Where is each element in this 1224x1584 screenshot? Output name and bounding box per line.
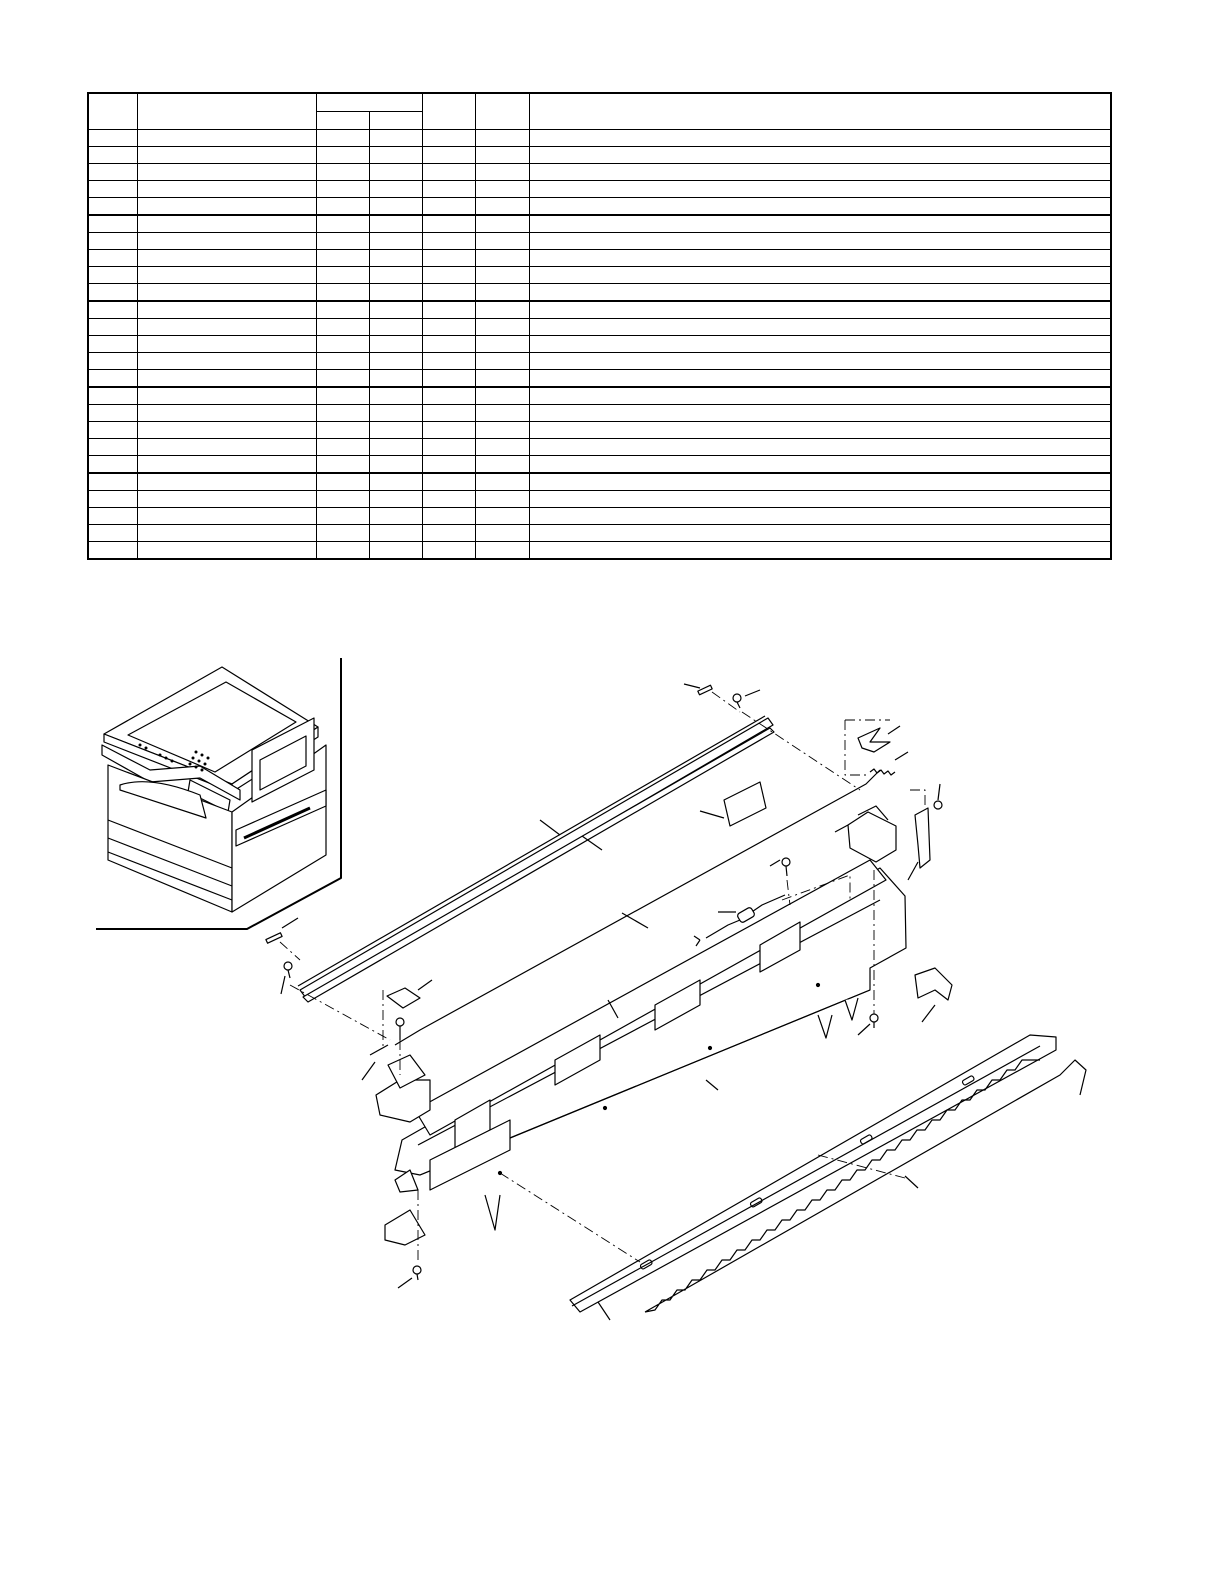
table-cell	[316, 267, 369, 284]
table-cell	[422, 233, 475, 250]
table-cell	[422, 267, 475, 284]
table-cell	[475, 542, 529, 560]
table-cell	[529, 130, 1111, 147]
table-cell	[316, 164, 369, 181]
pins	[266, 684, 712, 943]
table-cell	[137, 181, 316, 198]
table-row	[88, 422, 1111, 439]
table-cell	[316, 405, 369, 422]
screw-mid-center	[770, 858, 790, 876]
table-cell	[422, 164, 475, 181]
table-cell	[88, 542, 137, 560]
table-cell	[316, 491, 369, 508]
table-cell	[422, 336, 475, 353]
table-cell	[529, 336, 1111, 353]
table-row	[88, 198, 1111, 216]
table-cell	[369, 370, 422, 388]
table-cell	[475, 233, 529, 250]
table-row	[88, 456, 1111, 474]
table-cell	[137, 387, 316, 405]
table-row	[88, 250, 1111, 267]
table-cell	[422, 508, 475, 525]
table-cell	[529, 319, 1111, 336]
table-cell	[529, 456, 1111, 474]
header-cell-part-rank	[475, 93, 529, 130]
table-cell	[422, 319, 475, 336]
rack-gear	[645, 1060, 1086, 1312]
table-cell	[529, 198, 1111, 216]
table-cell	[369, 250, 422, 267]
table-cell	[137, 250, 316, 267]
table-cell	[529, 422, 1111, 439]
table-cell	[529, 491, 1111, 508]
table-cell	[475, 353, 529, 370]
table-cell	[316, 525, 369, 542]
table-cell	[422, 284, 475, 302]
table-row	[88, 319, 1111, 336]
table-cell	[316, 284, 369, 302]
table-cell	[369, 405, 422, 422]
parts-list-table	[87, 92, 1112, 560]
table-cell	[137, 319, 316, 336]
table-cell	[137, 301, 316, 319]
table-cell	[475, 181, 529, 198]
table-cell	[422, 473, 475, 491]
right-hook-bracket	[915, 968, 952, 1022]
table-cell	[88, 439, 137, 456]
table-cell	[137, 422, 316, 439]
table-cell	[316, 147, 369, 164]
table-cell	[316, 370, 369, 388]
table-cell	[88, 491, 137, 508]
header-cell-price	[369, 112, 422, 130]
table-cell	[529, 147, 1111, 164]
table-cell	[88, 284, 137, 302]
table-cell	[422, 301, 475, 319]
table-cell	[475, 473, 529, 491]
table-row	[88, 405, 1111, 422]
table-row	[88, 215, 1111, 233]
table-cell	[422, 456, 475, 474]
table-cell	[88, 147, 137, 164]
right-side-bracket	[908, 808, 930, 880]
right-end-bracket	[835, 806, 896, 862]
table-cell	[369, 491, 422, 508]
table-cell	[137, 284, 316, 302]
table-cell	[422, 542, 475, 560]
table-cell	[137, 405, 316, 422]
table-cell	[475, 439, 529, 456]
table-cell	[137, 198, 316, 216]
table-cell	[369, 130, 422, 147]
table-cell	[369, 284, 422, 302]
table-cell	[88, 233, 137, 250]
table-cell	[369, 525, 422, 542]
table-cell	[88, 301, 137, 319]
table-cell	[316, 233, 369, 250]
table-cell	[316, 542, 369, 560]
table-cell	[88, 130, 137, 147]
table-cell	[475, 387, 529, 405]
table-cell	[422, 405, 475, 422]
table-cell	[422, 215, 475, 233]
table-cell	[137, 215, 316, 233]
table-cell	[369, 233, 422, 250]
table-cell	[88, 198, 137, 216]
screw-right-top	[934, 784, 942, 809]
table-cell	[475, 456, 529, 474]
table-cell	[529, 542, 1111, 560]
header-cell-price-group	[316, 93, 422, 112]
label-plate	[700, 782, 766, 826]
table-cell	[88, 353, 137, 370]
table-cell	[475, 336, 529, 353]
table-row	[88, 473, 1111, 491]
table-cell	[88, 336, 137, 353]
table-cell	[316, 456, 369, 474]
table-cell	[137, 353, 316, 370]
table-cell	[369, 301, 422, 319]
table-cell	[137, 525, 316, 542]
table-cell	[422, 130, 475, 147]
table-cell	[422, 422, 475, 439]
table-cell	[88, 387, 137, 405]
table-cell	[475, 525, 529, 542]
table-cell	[316, 319, 369, 336]
table-cell	[475, 301, 529, 319]
table-cell	[475, 215, 529, 233]
table-cell	[475, 491, 529, 508]
table-row	[88, 370, 1111, 388]
table-cell	[316, 215, 369, 233]
table-cell	[137, 508, 316, 525]
table-cell	[422, 387, 475, 405]
table-cell	[137, 491, 316, 508]
table-cell	[316, 439, 369, 456]
table-cell	[88, 508, 137, 525]
table-cell	[88, 422, 137, 439]
table-cell	[137, 130, 316, 147]
table-cell	[369, 422, 422, 439]
table-cell	[369, 215, 422, 233]
table-cell	[316, 301, 369, 319]
table-cell	[529, 525, 1111, 542]
table-cell	[369, 542, 422, 560]
table-cell	[529, 164, 1111, 181]
table-cell	[475, 405, 529, 422]
table-cell	[475, 267, 529, 284]
small-arrow-plate-left	[387, 980, 432, 1008]
table-cell	[475, 422, 529, 439]
copier-overview-inset	[96, 658, 341, 929]
table-cell	[422, 250, 475, 267]
table-cell	[316, 250, 369, 267]
screw-top-center	[733, 690, 760, 708]
table-cell	[88, 250, 137, 267]
table-row	[88, 542, 1111, 560]
table-row	[88, 233, 1111, 250]
table-row	[88, 301, 1111, 319]
table-cell	[475, 284, 529, 302]
table-row	[88, 284, 1111, 302]
table-cell	[529, 439, 1111, 456]
table-cell	[88, 267, 137, 284]
table-cell	[316, 422, 369, 439]
table-cell	[137, 542, 316, 560]
table-cell	[529, 353, 1111, 370]
table-cell	[137, 370, 316, 388]
table-cell	[137, 456, 316, 474]
table-cell	[529, 215, 1111, 233]
table-cell	[316, 353, 369, 370]
table-cell	[369, 353, 422, 370]
table-row	[88, 353, 1111, 370]
table-cell	[369, 508, 422, 525]
table-row	[88, 181, 1111, 198]
table-cell	[88, 456, 137, 474]
table-cell	[316, 130, 369, 147]
table-cell	[88, 215, 137, 233]
table-cell	[316, 387, 369, 405]
table-cell	[422, 370, 475, 388]
table-cell	[475, 319, 529, 336]
table-cell	[88, 164, 137, 181]
table-cell	[88, 181, 137, 198]
table-cell	[137, 267, 316, 284]
table-cell	[369, 181, 422, 198]
table-cell	[369, 198, 422, 216]
table-row	[88, 439, 1111, 456]
header-cell-no	[88, 93, 137, 130]
table-cell	[475, 147, 529, 164]
table-cell	[475, 508, 529, 525]
zigzag-plate-right	[858, 726, 900, 752]
table-cell	[316, 473, 369, 491]
table-cell	[369, 473, 422, 491]
table-cell	[529, 387, 1111, 405]
table-body	[88, 130, 1111, 560]
table-cell	[88, 370, 137, 388]
table-cell	[137, 473, 316, 491]
table-cell	[369, 147, 422, 164]
table-header	[88, 93, 1111, 130]
table-cell	[422, 198, 475, 216]
table-cell	[369, 319, 422, 336]
left-end-bracket	[362, 1045, 430, 1122]
exploded-parts-diagram	[0, 640, 1224, 1360]
table-cell	[529, 284, 1111, 302]
table-cell	[88, 473, 137, 491]
header-cell-new-mark	[422, 93, 475, 130]
header-cell-part-code	[137, 93, 316, 130]
table-row	[88, 491, 1111, 508]
table-cell	[369, 456, 422, 474]
tension-spring	[870, 752, 908, 775]
table-cell	[529, 473, 1111, 491]
table-cell	[422, 147, 475, 164]
main-rail-frame	[385, 860, 906, 1245]
table-row	[88, 130, 1111, 147]
table-cell	[422, 181, 475, 198]
table-cell	[137, 147, 316, 164]
table-cell	[529, 405, 1111, 422]
header-cell-price-rank	[316, 112, 369, 130]
table-row	[88, 525, 1111, 542]
table-cell	[475, 250, 529, 267]
screw-right-bottom	[858, 1014, 878, 1035]
table-cell	[88, 405, 137, 422]
table-cell	[422, 525, 475, 542]
table-cell	[137, 336, 316, 353]
table-row	[88, 147, 1111, 164]
table-row	[88, 508, 1111, 525]
table-cell	[316, 181, 369, 198]
table-row	[88, 387, 1111, 405]
screw-left-top	[281, 962, 292, 994]
table-cell	[529, 301, 1111, 319]
table-cell	[422, 353, 475, 370]
table-cell	[369, 267, 422, 284]
table-cell	[475, 164, 529, 181]
table-row	[88, 164, 1111, 181]
table-cell	[369, 336, 422, 353]
screw-left-mid	[396, 1018, 404, 1040]
table-cell	[137, 233, 316, 250]
header-cell-description	[529, 93, 1111, 130]
table-cell	[316, 198, 369, 216]
table-cell	[422, 439, 475, 456]
table-cell	[316, 508, 369, 525]
table-row	[88, 336, 1111, 353]
table-cell	[422, 491, 475, 508]
table-cell	[475, 130, 529, 147]
table-cell	[475, 370, 529, 388]
table-cell	[529, 250, 1111, 267]
table-cell	[529, 267, 1111, 284]
table-cell	[529, 508, 1111, 525]
table-cell	[137, 439, 316, 456]
table-cell	[529, 233, 1111, 250]
table-cell	[369, 164, 422, 181]
table-cell	[529, 181, 1111, 198]
screw-bottom-left	[398, 1266, 421, 1288]
table-cell	[369, 439, 422, 456]
table-cell	[88, 525, 137, 542]
table-cell	[475, 198, 529, 216]
table-cell	[88, 319, 137, 336]
table-cell	[137, 164, 316, 181]
table-cell	[529, 370, 1111, 388]
table-row	[88, 267, 1111, 284]
table-cell	[369, 387, 422, 405]
table-cell	[316, 336, 369, 353]
